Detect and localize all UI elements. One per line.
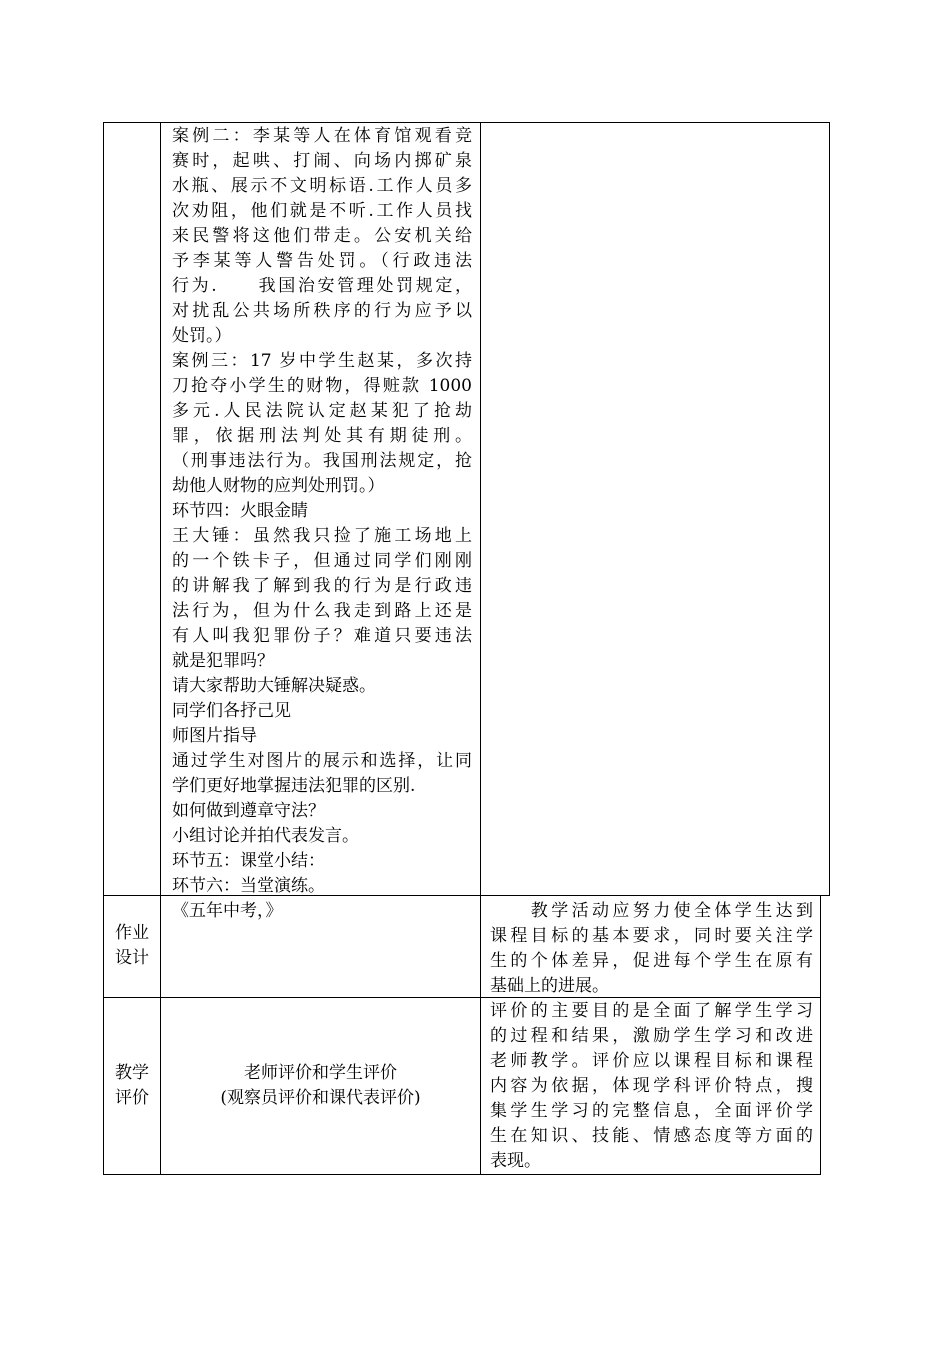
activity-line: 小组讨论并拍代表发言。 bbox=[172, 826, 359, 846]
activity-line: 请大家帮助大锤解决疑惑。 bbox=[172, 676, 376, 696]
evaluation-label bbox=[104, 1061, 160, 1111]
evaluation-content-line: (观察员评价和课代表评价) bbox=[220, 1088, 421, 1108]
homework-note-line: 教学活动应努力使全体学生达到 bbox=[490, 901, 813, 921]
activity-line: 法行为，但为什么我走到路上还是 bbox=[172, 601, 472, 621]
evaluation-note-line: 老师教学。评价应以课程目标和课程 bbox=[490, 1051, 813, 1071]
activity-line: 环节六：当堂演练。 bbox=[172, 876, 325, 896]
evaluation-label-line: 教学 bbox=[115, 1063, 149, 1083]
evaluation-content bbox=[161, 1061, 480, 1111]
table-border-right-lower bbox=[820, 997, 821, 1175]
homework-note-line: 课程目标的基本要求，同时要关注学 bbox=[490, 926, 813, 946]
activity-line: 劫他人财物的应判处刑罚。） bbox=[172, 476, 385, 496]
evaluation-note-line: 评价的主要目的是全面了解学生学习 bbox=[490, 1001, 813, 1021]
activity-line: 师图片指导 bbox=[172, 726, 257, 746]
evaluation-note-line: 内容为依据，体现学科评价特点，搜 bbox=[490, 1076, 813, 1096]
evaluation-content-line: 老师评价和学生评价 bbox=[244, 1063, 397, 1083]
homework-label-line: 设计 bbox=[115, 948, 149, 968]
column-divider-2 bbox=[480, 122, 481, 1175]
evaluation-label-line: 评价 bbox=[115, 1088, 149, 1108]
activity-line: 来民警将这他们带走。公安机关给 bbox=[172, 226, 472, 246]
activity-line: 多元.人民法院认定赵某犯了抢劫 bbox=[172, 401, 472, 421]
homework-note-line: 生的个体差异，促进每个学生在原有 bbox=[490, 951, 813, 971]
table-border-bottom bbox=[103, 1174, 821, 1175]
column-divider-1 bbox=[160, 122, 161, 1175]
activity-line: 罪，依据刑法判处其有期徒刑。 bbox=[172, 426, 472, 446]
homework-content-text: 《五年中考，》 bbox=[172, 901, 283, 921]
activity-line: 的一个铁卡子，但通过同学们刚刚 bbox=[172, 551, 472, 571]
activity-line: 就是犯罪吗？ bbox=[172, 651, 274, 671]
activity-line: 次劝阻，他们就是不听.工作人员找 bbox=[172, 201, 472, 221]
evaluation-note-line: 表现。 bbox=[490, 1151, 541, 1171]
evaluation-note-line: 集学生学习的完整信息，全面评价学 bbox=[490, 1101, 813, 1121]
activity-line: 如何做到遵章守法？ bbox=[172, 801, 325, 821]
activity-line: 处罚。） bbox=[172, 326, 232, 346]
activity-line: 案例二：李某等人在体育馆观看竞 bbox=[172, 126, 472, 146]
table-border-top bbox=[103, 122, 830, 123]
evaluation-note bbox=[490, 999, 813, 1174]
homework-note bbox=[490, 899, 813, 999]
activity-text-cell bbox=[172, 124, 472, 899]
evaluation-note-line: 的过程和结果，激励学生学习和改进 bbox=[490, 1026, 813, 1046]
activity-line: 行为. 我国治安管理处罚规定， bbox=[172, 276, 472, 296]
activity-line: 有人叫我犯罪份子？难道只要违法 bbox=[172, 626, 472, 646]
activity-line: 同学们各抒己见 bbox=[172, 701, 291, 721]
activity-line: 赛时，起哄、打闹、向场内掷矿泉 bbox=[172, 151, 472, 171]
activity-line: 学们更好地掌握违法犯罪的区别. bbox=[172, 776, 416, 796]
activity-line: 通过学生对图片的展示和选择，让同 bbox=[172, 751, 472, 771]
homework-note-line: 基础上的进展。 bbox=[490, 976, 609, 996]
homework-label-line: 作业 bbox=[115, 923, 149, 943]
activity-line: 对扰乱公共场所秩序的行为应予以 bbox=[172, 301, 472, 321]
activity-line: 案例三：17 岁中学生赵某，多次持 bbox=[172, 351, 472, 371]
homework-content bbox=[172, 899, 472, 924]
activity-line: 水瓶、展示不文明标语.工作人员多 bbox=[172, 176, 472, 196]
table-border-right-upper bbox=[829, 122, 830, 896]
activity-line: 予李某等人警告处罚。（行政违法 bbox=[172, 251, 472, 271]
homework-label bbox=[104, 921, 160, 971]
activity-line: 的讲解我了解到我的行为是行政违 bbox=[172, 576, 472, 596]
activity-line: 环节五：课堂小结： bbox=[172, 851, 325, 871]
activity-line: 王大锤：虽然我只捡了施工场地上 bbox=[172, 526, 472, 546]
table-border-left bbox=[103, 122, 104, 1175]
evaluation-note-line: 生在知识、技能、情感态度等方面的 bbox=[490, 1126, 813, 1146]
table-border-right-middle bbox=[820, 895, 821, 998]
activity-line: （刑事违法行为。我国刑法规定，抢 bbox=[172, 451, 472, 471]
activity-line: 刀抢夺小学生的财物，得赃款 1000 bbox=[172, 376, 472, 396]
activity-line: 环节四：火眼金睛 bbox=[172, 501, 308, 521]
